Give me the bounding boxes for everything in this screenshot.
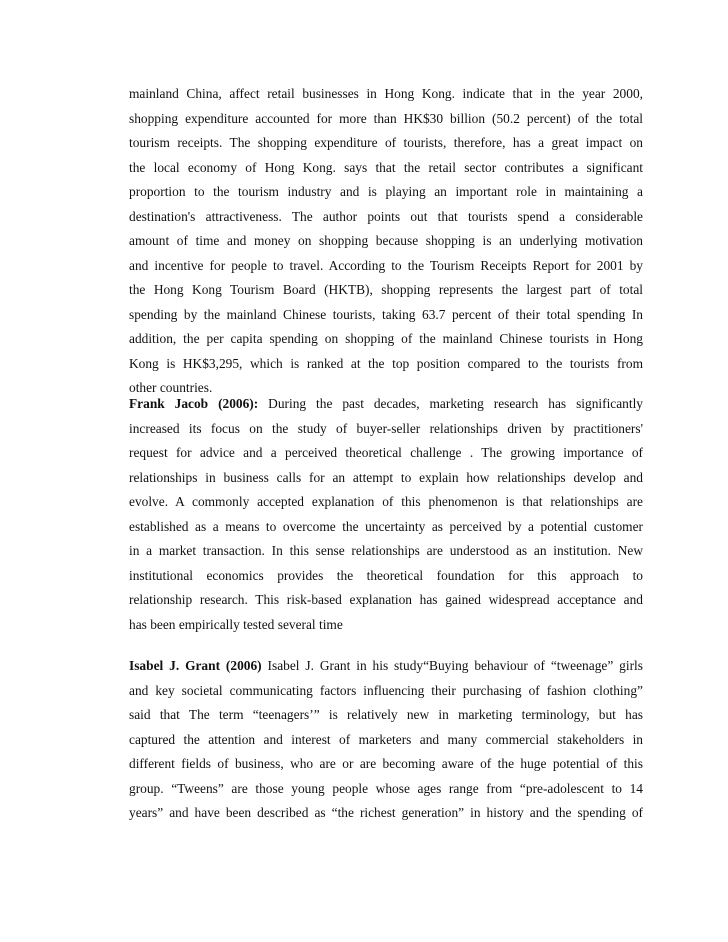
text-line: request for advice and a perceived theoretical challenge . The growing importance of [129,445,643,460]
text-line: and key societal communicating factors influencing their purchasing of fashion clothing” [129,682,643,698]
text-line: spending by the mainland Chinese tourists, taking 63.7 percent of their total spending In [129,306,643,322]
text-line: years” and have been described as “the richest generation” in history and the spending of [129,805,643,820]
text-line: captured the attention and interest of marketers and many commercial stakeholders in [129,731,643,747]
text-line: destination's attractiveness. The author points out that tourists spend a considerable [129,208,643,224]
text-run: During the past decades, marketing research has significantly [258,396,644,411]
text-run: Isabel J. Grant in his study“Buying behaviour of “tweenage” girls [261,658,643,673]
text-line: amount of time and money on shopping because shopping is an underlying motivation [129,233,643,248]
text-line: in a market transaction. In this sense relationships are understood as an institution. New [129,543,643,558]
text-line: relationship research. This risk-based explanation has gained widespread acceptance and [129,592,643,607]
text-line: other countries. [129,380,213,395]
text-line: said that The term “teenagers’” is relatively new in marketing terminology, but has [129,707,643,722]
text-line: relationships in business calls for an attempt to explain how relationships develop and [129,469,643,485]
text-line: different fields of business, who are or are becoming aware of the huge potential of this [129,756,643,771]
paragraph-isabel-grant [129,654,643,826]
text-line [129,654,643,679]
text-line: increased its focus on the study of buyer-seller relationships driven by practitioners' [129,420,643,436]
text-line: shopping expenditure accounted for more than HK$30 billion (50.2 percent) of the total [129,110,643,126]
text-line: the local economy of Hong Kong. says that the retail sector contributes a significant [129,159,643,175]
text-line [129,392,643,417]
text-line: has been empirically tested several time [129,616,343,632]
paragraph-hong-kong-shopping [129,82,643,401]
text-line: institutional economics provides the theoretical foundation for this approach to [129,567,643,583]
text-line: group. “Tweens” are those young people whose ages range from “pre-adolescent to 14 [129,780,643,796]
text-line: evolve. A commonly accepted explanation of this phenomenon is that relationships are [129,494,643,509]
author-heading: Isabel J. Grant (2006) [129,658,262,673]
text-line: addition, the per capita spending on shopping of the mainland Chinese tourists in Hong [129,331,643,346]
text-line: established as a means to overcome the uncertainty as perceived by a potential customer [129,518,643,534]
text-line: Kong is HK$3,295, which is ranked at the top position compared to the tourists from [129,355,643,371]
text-line: and incentive for people to travel. According to the Tourism Receipts Report for 2001 by [129,257,643,273]
text-line: mainland China, affect retail businesses in Hong Kong. indicate that in the year 2000, [129,86,643,101]
text-line: proportion to the tourism industry and is playing an important role in maintaining a [129,184,643,199]
paragraph-frank-jacob [129,392,643,637]
text-line: the Hong Kong Tourism Board (HKTB), shopping represents the largest part of total [129,282,643,297]
author-heading: Frank Jacob (2006): [129,396,259,411]
text-line: tourism receipts. The shopping expenditure of tourists, therefore, has a great impact on [129,135,643,150]
